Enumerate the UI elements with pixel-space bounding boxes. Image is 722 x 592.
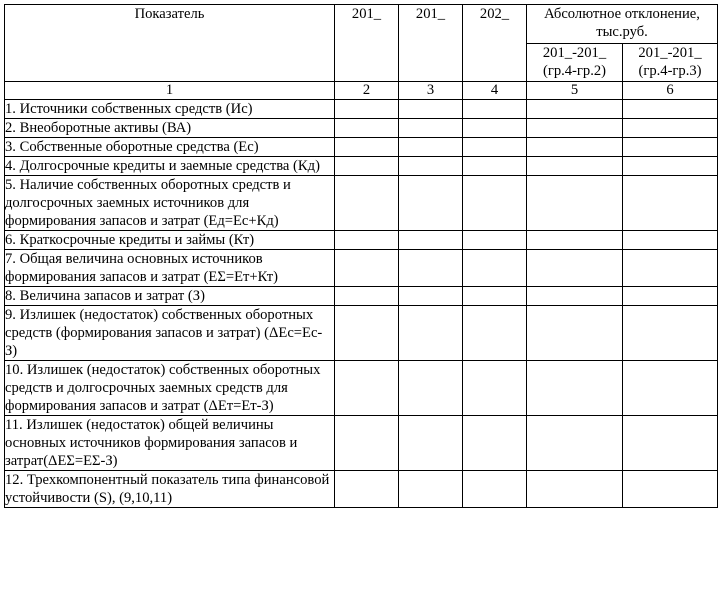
empty-value-cell[interactable]: [623, 287, 718, 306]
empty-value-cell[interactable]: [623, 100, 718, 119]
row-label: 8. Величина запасов и затрат (З): [5, 287, 335, 306]
column-number: 1: [5, 82, 335, 100]
table-row: [5, 471, 718, 508]
row-label: 9. Излишек (недостаток) собственных оборотных средств (формирования запасов и затрат) (ΔЕс=Ес-З): [5, 306, 335, 361]
empty-value-cell[interactable]: [399, 416, 463, 471]
empty-value-cell[interactable]: [399, 138, 463, 157]
row-label: 11. Излишек (недостаток) общей величины основных источников формирования запасов и затрат(ΔЕΣ=ЕΣ-З): [5, 416, 335, 471]
empty-value-cell[interactable]: [527, 306, 623, 361]
empty-value-cell[interactable]: [463, 287, 527, 306]
empty-value-cell[interactable]: [335, 176, 399, 231]
empty-value-cell[interactable]: [399, 471, 463, 508]
empty-value-cell[interactable]: [463, 176, 527, 231]
empty-value-cell[interactable]: [463, 361, 527, 416]
row-label: 7. Общая величина основных источников формирования запасов и затрат (EΣ=Ет+Кт): [5, 250, 335, 287]
empty-value-cell[interactable]: [527, 471, 623, 508]
column-number: 4: [463, 82, 527, 100]
empty-value-cell[interactable]: [463, 231, 527, 250]
empty-value-cell[interactable]: [335, 306, 399, 361]
column-number: 6: [623, 82, 718, 100]
empty-value-cell[interactable]: [527, 287, 623, 306]
header-year-3: 202_: [463, 5, 527, 82]
table-row: [5, 416, 718, 471]
row-label: 10. Излишек (недостаток) собственных оборотных средств и долгосрочных заемных средств для формирования запасов и затрат (ΔЕт=Ет-З): [5, 361, 335, 416]
empty-value-cell[interactable]: [623, 471, 718, 508]
empty-value-cell[interactable]: [527, 231, 623, 250]
row-label: 12. Трехкомпонентный показатель типа финансовой устойчивости (S), (9,10,11): [5, 471, 335, 508]
empty-value-cell[interactable]: [335, 287, 399, 306]
row-label: 5. Наличие собственных оборотных средств и долгосрочных заемных источников для формирования запасов и затрат (Ед=Ес+Кд): [5, 176, 335, 231]
empty-value-cell[interactable]: [623, 361, 718, 416]
header-year-2: 201_: [399, 5, 463, 82]
empty-value-cell[interactable]: [463, 416, 527, 471]
table-row: [5, 119, 718, 138]
empty-value-cell[interactable]: [463, 100, 527, 119]
empty-value-cell[interactable]: [399, 361, 463, 416]
empty-value-cell[interactable]: [463, 119, 527, 138]
empty-value-cell[interactable]: [527, 100, 623, 119]
row-label: 2. Внеоборотные активы (ВА): [5, 119, 335, 138]
empty-value-cell[interactable]: [335, 157, 399, 176]
empty-value-cell[interactable]: [399, 176, 463, 231]
empty-value-cell[interactable]: [399, 231, 463, 250]
empty-value-cell[interactable]: [335, 138, 399, 157]
empty-value-cell[interactable]: [399, 250, 463, 287]
empty-value-cell[interactable]: [527, 176, 623, 231]
empty-value-cell[interactable]: [463, 250, 527, 287]
table-row: [5, 138, 718, 157]
column-number: 2: [335, 82, 399, 100]
empty-value-cell[interactable]: [399, 119, 463, 138]
financial-stability-table: [4, 4, 718, 508]
header-year-1: 201_: [335, 5, 399, 82]
empty-value-cell[interactable]: [335, 250, 399, 287]
empty-value-cell[interactable]: [335, 361, 399, 416]
row-label: 4. Долгосрочные кредиты и заемные средства (Кд): [5, 157, 335, 176]
empty-value-cell[interactable]: [399, 306, 463, 361]
empty-value-cell[interactable]: [335, 119, 399, 138]
column-numbering-row: [5, 82, 718, 100]
empty-value-cell[interactable]: [527, 157, 623, 176]
empty-value-cell[interactable]: [527, 138, 623, 157]
table-row: [5, 176, 718, 231]
empty-value-cell[interactable]: [623, 138, 718, 157]
empty-value-cell[interactable]: [335, 471, 399, 508]
empty-value-cell[interactable]: [623, 119, 718, 138]
table-row: [5, 100, 718, 119]
empty-value-cell[interactable]: [527, 250, 623, 287]
empty-value-cell[interactable]: [399, 287, 463, 306]
empty-value-cell[interactable]: [463, 471, 527, 508]
table-row: [5, 287, 718, 306]
empty-value-cell[interactable]: [623, 306, 718, 361]
header-sub-1: 201_-201_ (гр.4-гр.2): [527, 43, 623, 82]
table-row: [5, 361, 718, 416]
table-row: [5, 250, 718, 287]
header-indicator: Показатель: [5, 5, 335, 82]
empty-value-cell[interactable]: [623, 231, 718, 250]
column-number: 5: [527, 82, 623, 100]
empty-value-cell[interactable]: [623, 176, 718, 231]
header-sub-2: 201_-201_ (гр.4-гр.3): [623, 43, 718, 82]
row-label: 6. Краткосрочные кредиты и займы (Кт): [5, 231, 335, 250]
empty-value-cell[interactable]: [463, 138, 527, 157]
empty-value-cell[interactable]: [463, 306, 527, 361]
empty-value-cell[interactable]: [399, 100, 463, 119]
empty-value-cell[interactable]: [527, 416, 623, 471]
empty-value-cell[interactable]: [335, 100, 399, 119]
table-row: [5, 157, 718, 176]
table-row: [5, 231, 718, 250]
empty-value-cell[interactable]: [623, 157, 718, 176]
empty-value-cell[interactable]: [527, 361, 623, 416]
empty-value-cell[interactable]: [623, 250, 718, 287]
empty-value-cell[interactable]: [623, 416, 718, 471]
empty-value-cell[interactable]: [399, 157, 463, 176]
row-label: 1. Источники собственных средств (Ис): [5, 100, 335, 119]
column-number: 3: [399, 82, 463, 100]
table-row: [5, 306, 718, 361]
row-label: 3. Собственные оборотные средства (Ес): [5, 138, 335, 157]
header-abs-deviation: Абсолютное отклонение, тыс.руб.: [527, 5, 718, 44]
empty-value-cell[interactable]: [463, 157, 527, 176]
empty-value-cell[interactable]: [335, 416, 399, 471]
empty-value-cell[interactable]: [527, 119, 623, 138]
empty-value-cell[interactable]: [335, 231, 399, 250]
